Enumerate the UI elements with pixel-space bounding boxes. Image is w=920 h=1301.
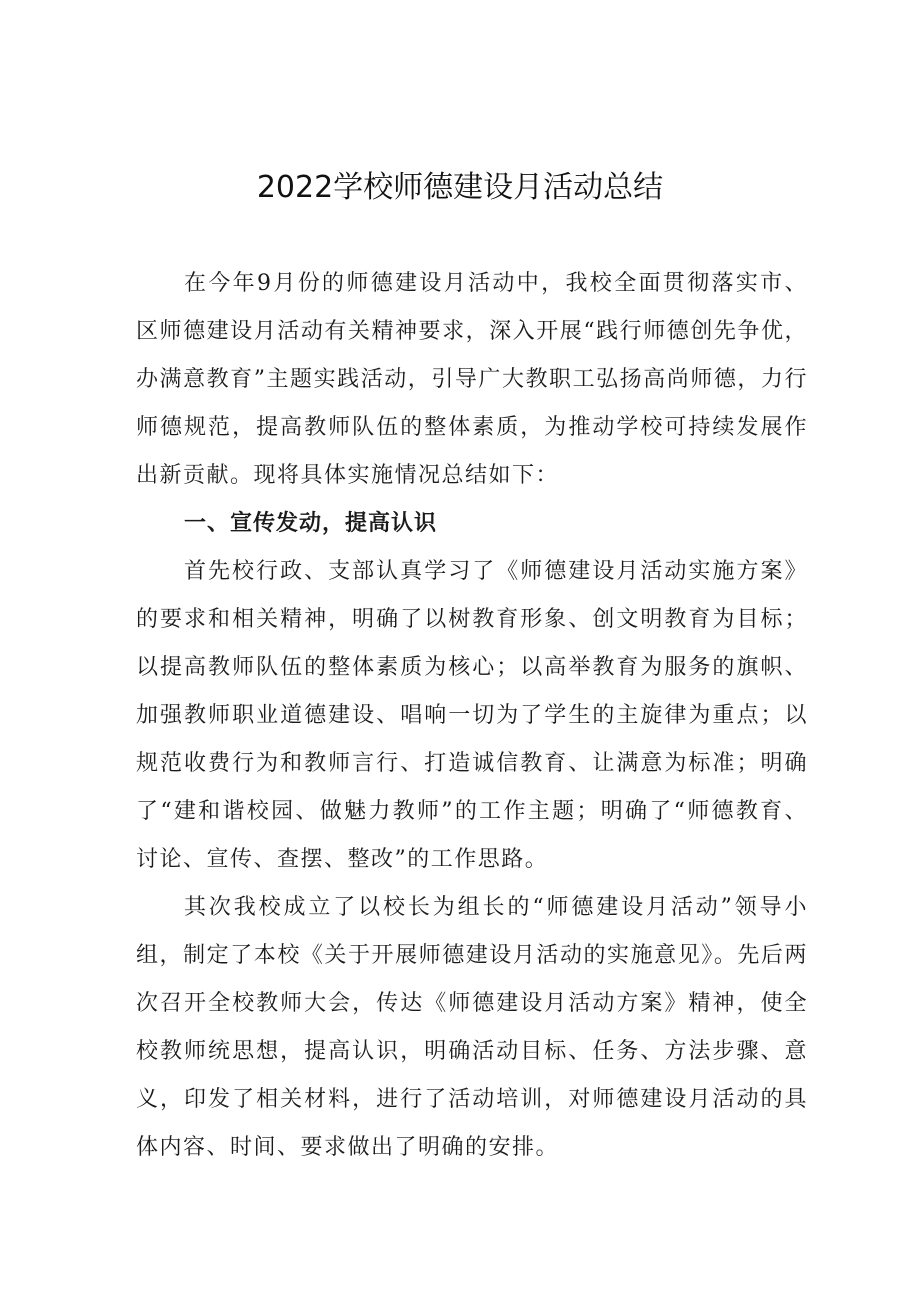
intro-paragraph: 在今年9月份的师德建设月活动中，我校全面贯彻落实市、区师德建设月活动有关精神要求，深入开展“践行师德创先争优，办满意教育”主题实践活动，引导广大教职工弘扬高尚师德，力行师德规范，提高教师队伍的整体素质，为推动学校可持续发展作出新贡献。现将具体实施情况总结如下： xyxy=(136,271,808,488)
section-1-paragraph-1-block xyxy=(136,548,808,884)
section-1-paragraph-2-block xyxy=(136,884,808,1172)
section-paragraph: 其次我校成立了以校长为组长的“师德建设月活动”领导小组，制定了本校《关于开展师德建设月活动的实施意见》。先后两次召开全校教师大会，传达《师德建设月活动方案》精神，使全校教师统思想，提高认识，明确活动目标、任务、方法步骤、意义，印发了相关材料，进行了活动培训，对师德建设月活动的具体内容、时间、要求做出了明确的安排。 xyxy=(136,895,808,1160)
section-heading: 一、宣传发动，提高认识 xyxy=(184,511,438,536)
intro-section xyxy=(136,260,808,500)
section-1-heading-block xyxy=(136,500,808,548)
document-title: 2022学校师德建设月活动总结 xyxy=(256,170,664,205)
section-paragraph: 首先校行政、支部认真学习了《师德建设月活动实施方案》的要求和相关精神，明确了以树教育形象、创文明教育为目标；以提高教师队伍的整体素质为核心；以高举教育为服务的旗帜、加强教师职业道德建设、唱响一切为了学生的主旋律为重点；以规范收费行为和教师言行、打造诚信教育、让满意为标准；明确了“建和谐校园、做魅力教师”的工作主题；明确了“师德教育、讨论、宣传、查摆、整改”的工作思路。 xyxy=(136,559,808,872)
